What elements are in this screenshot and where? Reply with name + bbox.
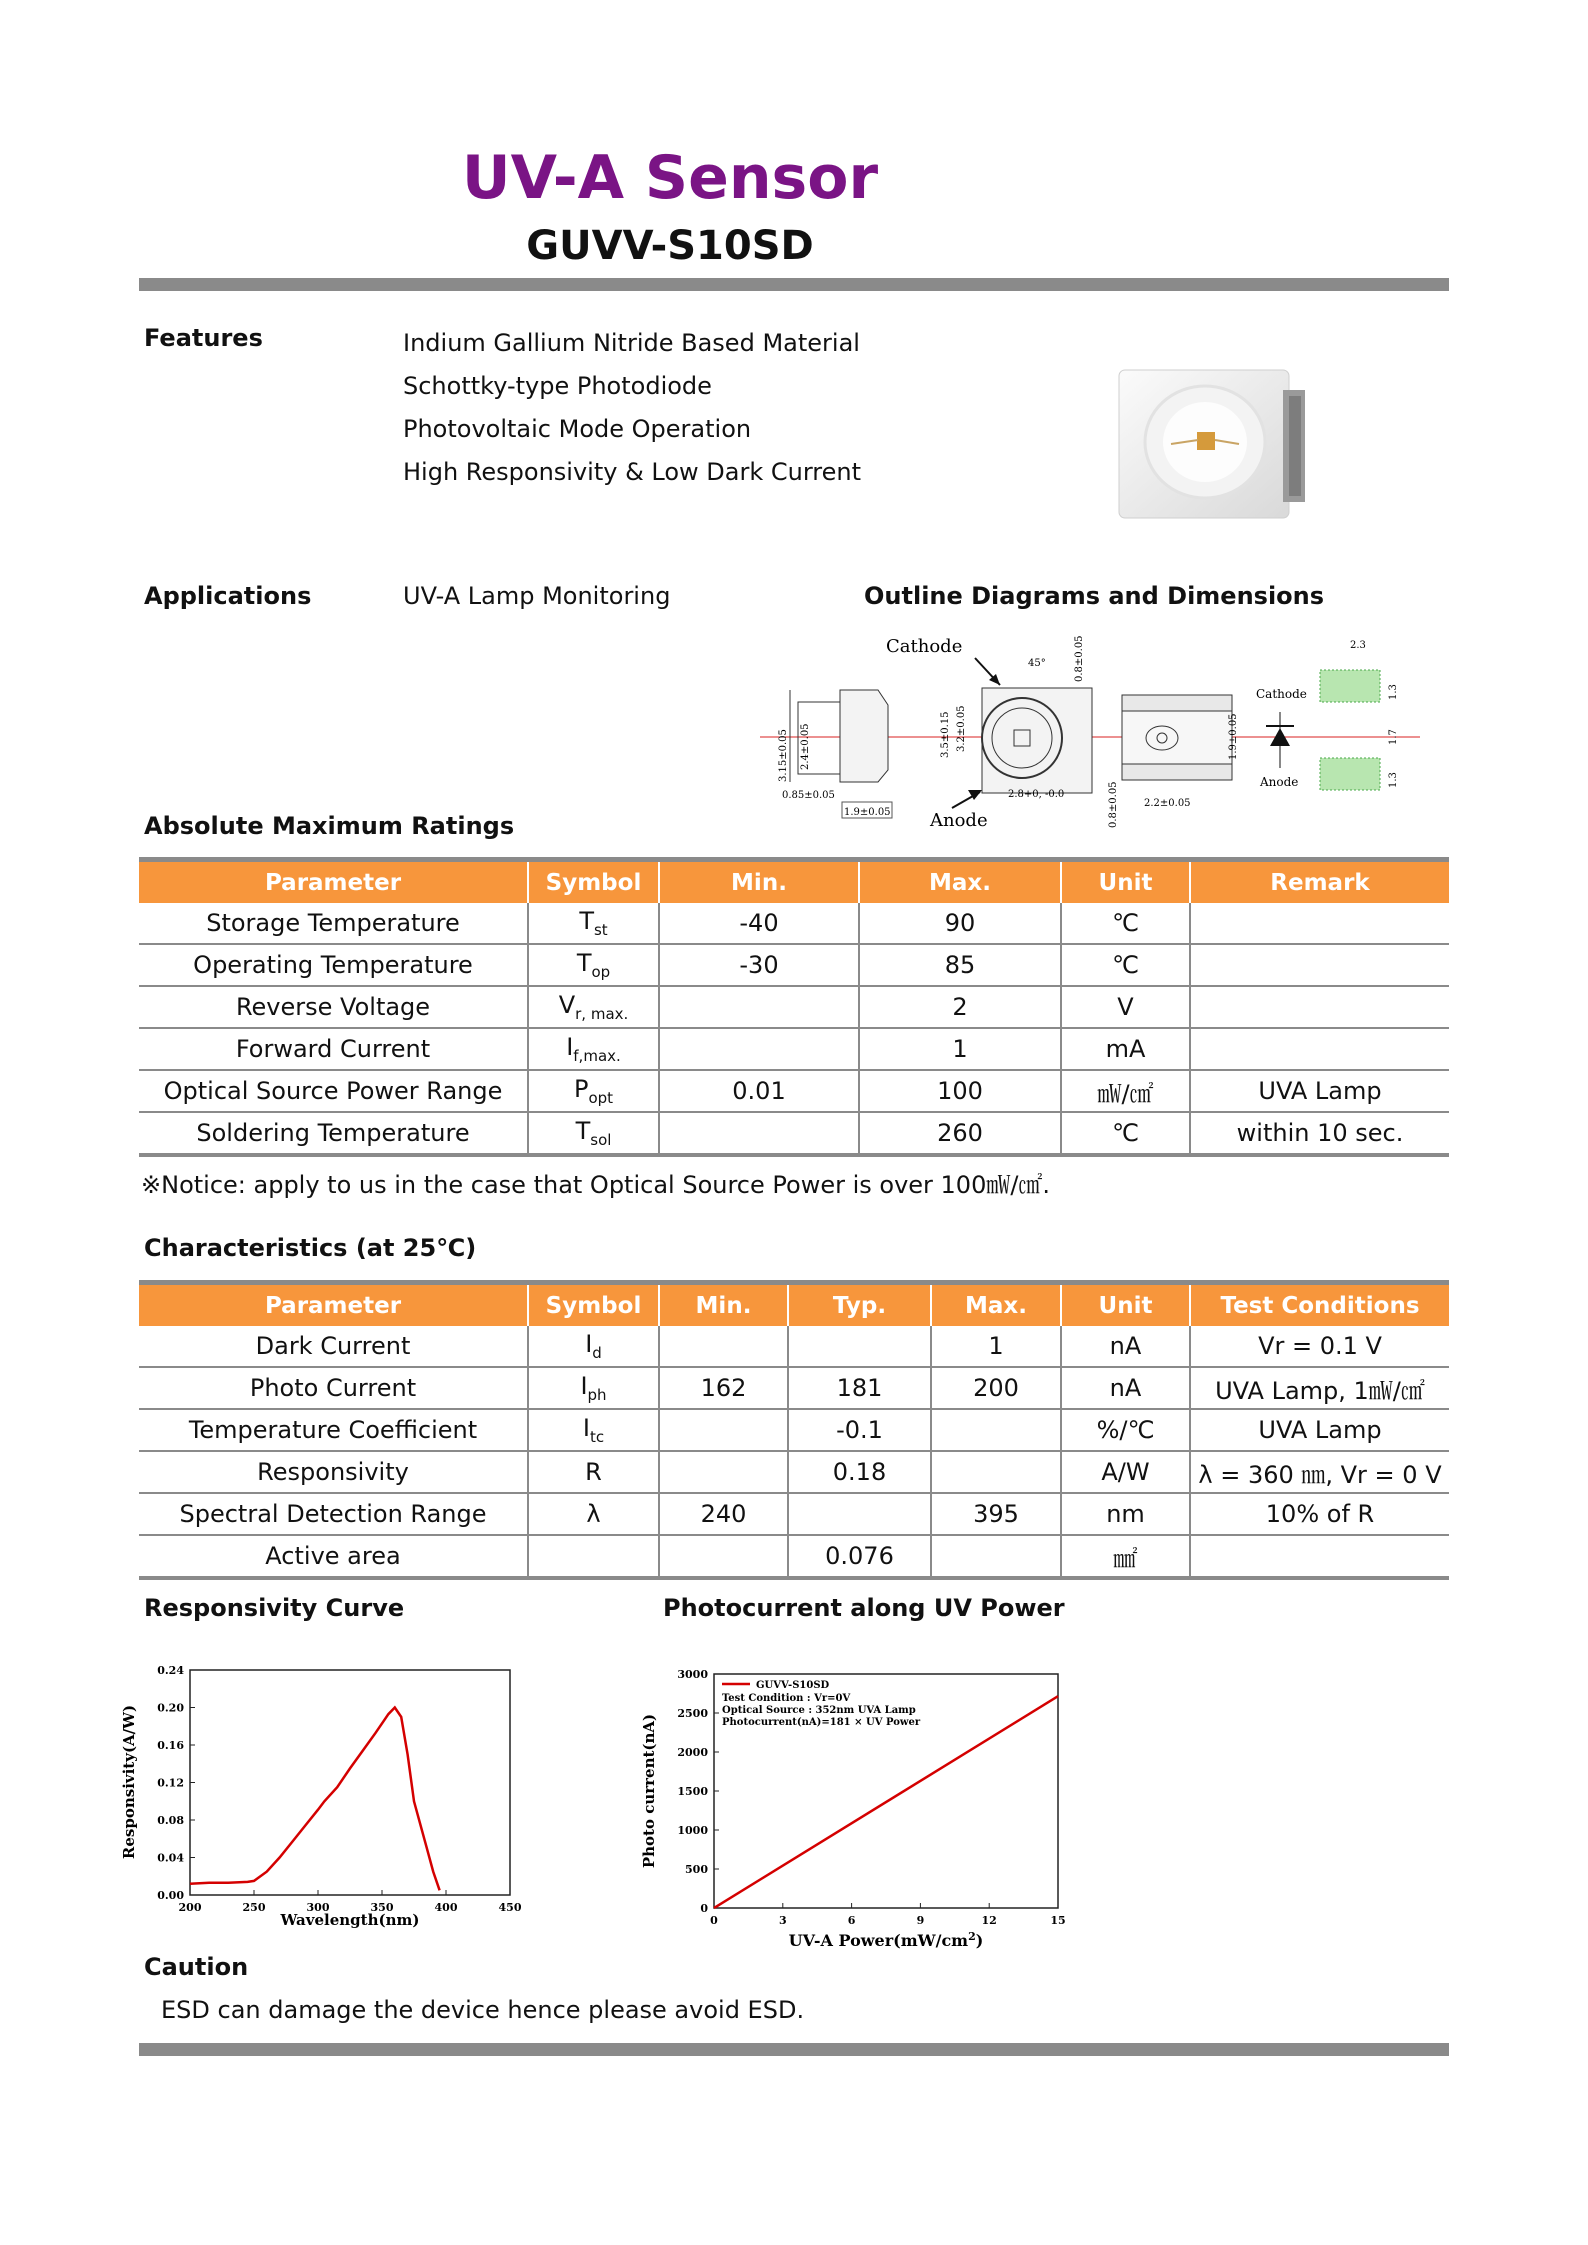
unit-cell: nm (1061, 1493, 1190, 1535)
series-line (190, 1708, 440, 1891)
parameter-cell: Forward Current (139, 1028, 528, 1070)
x-tick-label: 400 (434, 1901, 458, 1914)
x-axis-label: UV-A $Power(mW/cm^2)$ (788, 1930, 984, 1950)
y-tick-label: 500 (685, 1863, 708, 1876)
dim-label: 2.8+0, -0.0 (1008, 789, 1065, 800)
parameter-cell: Active area (139, 1535, 528, 1578)
unit-cell: ℃ (1061, 903, 1190, 944)
condition-cell: 10% of R (1190, 1493, 1449, 1535)
parameter-cell: Responsivity (139, 1451, 528, 1493)
y-tick-label: 3000 (677, 1668, 708, 1681)
unit-cell: nA (1061, 1326, 1190, 1367)
symbol-cell: λ (528, 1493, 659, 1535)
max-cell: 200 (931, 1367, 1061, 1409)
min-cell: -30 (659, 944, 859, 986)
photocurrent-curve-title: Photocurrent along UV Power (663, 1594, 1065, 1622)
notice-text: ※Notice: apply to us in the case that Optical Source Power is over 100㎽/㎠. (141, 1171, 1051, 1199)
symbol-cell: $V_{r, max.}$ (528, 986, 659, 1028)
x-tick-label: 350 (370, 1901, 394, 1914)
small-cathode-label: Cathode (1256, 687, 1307, 701)
typ-cell: 0.18 (788, 1451, 931, 1493)
abs-max-title: Absolute Maximum Ratings (144, 812, 515, 840)
applications-label: Applications (144, 582, 312, 610)
table-row (139, 1112, 1449, 1155)
table-row (139, 1028, 1449, 1070)
x-tick-label: 6 (847, 1914, 856, 1927)
parameter-cell: Spectral Detection Range (139, 1493, 528, 1535)
legend-note: Optical Source : 352nm UVA Lamp (722, 1705, 916, 1716)
symbol-cell: $I_d$ (528, 1326, 659, 1367)
max-cell: 395 (931, 1493, 1061, 1535)
col-header: Test Conditions (1190, 1283, 1449, 1327)
min-cell (659, 1326, 788, 1367)
symbol-cell: $I_{f,max.}$ (528, 1028, 659, 1070)
model-number: GUVV-S10SD (526, 223, 814, 269)
parameter-cell: Photo Current (139, 1367, 528, 1409)
table-row (139, 1326, 1449, 1367)
col-header: Min. (659, 860, 859, 904)
parameter-cell: Storage Temperature (139, 903, 528, 944)
remark-cell (1190, 1028, 1449, 1070)
min-cell (659, 1535, 788, 1578)
x-axis-label: Wavelength(nm) (280, 1911, 420, 1929)
min-cell (659, 1028, 859, 1070)
parameter-cell: Temperature Coefficient (139, 1409, 528, 1451)
dim-label: 3.2±0.05 (956, 705, 967, 752)
unit-cell: V (1061, 986, 1190, 1028)
characteristics-title: Characteristics (at 25℃) (144, 1234, 477, 1262)
col-header: Parameter (139, 860, 528, 904)
table-row (139, 944, 1449, 986)
caution-text: ESD can damage the device hence please avoid ESD. (161, 1996, 805, 2024)
y-tick-label: 0.20 (157, 1701, 184, 1715)
legend-series: GUVV-S10SD (756, 1680, 830, 1691)
applications-value: UV-A Lamp Monitoring (403, 582, 671, 610)
unit-cell: nA (1061, 1367, 1190, 1409)
x-tick-label: 9 (916, 1914, 925, 1927)
abs-max-table (139, 857, 1449, 1157)
feature-item: High Responsivity & Low Dark Current (403, 458, 862, 486)
table-row (139, 1451, 1449, 1493)
y-tick-label: 0 (700, 1902, 708, 1915)
max-cell: 90 (859, 903, 1061, 944)
page-title: UV-A Sensor (461, 143, 879, 213)
min-cell (659, 1112, 859, 1155)
condition-cell (1190, 1535, 1449, 1578)
remark-cell: within 10 sec. (1190, 1112, 1449, 1155)
table-row (139, 1493, 1449, 1535)
min-cell: -40 (659, 903, 859, 944)
symbol-cell: $P_{opt}$ (528, 1070, 659, 1112)
col-header: Typ. (788, 1283, 931, 1327)
outline-diagram (760, 630, 1420, 830)
parameter-cell: Operating Temperature (139, 944, 528, 986)
table-row (139, 1535, 1449, 1578)
unit-cell: ℃ (1061, 944, 1190, 986)
y-tick-label: 0.24 (157, 1664, 184, 1677)
typ-cell (788, 1326, 931, 1367)
dim-label: 1.9±0.05 (844, 807, 891, 818)
col-header: Max. (931, 1283, 1061, 1327)
responsivity-chart (100, 1640, 580, 1940)
col-header: Parameter (139, 1283, 528, 1327)
condition-cell: Vr = 0.1 V (1190, 1326, 1449, 1367)
x-tick-label: 300 (306, 1901, 330, 1914)
unit-cell: ℃ (1061, 1112, 1190, 1155)
y-tick-label: 0.16 (157, 1739, 184, 1752)
max-cell (931, 1451, 1061, 1493)
y-tick-label: 2500 (677, 1707, 708, 1720)
remark-cell (1190, 986, 1449, 1028)
max-cell: 2 (859, 986, 1061, 1028)
dim-label: 2.2±0.05 (1144, 798, 1191, 809)
max-cell (931, 1409, 1061, 1451)
col-header: Max. (859, 860, 1061, 904)
dim-label: 2.4±0.05 (800, 723, 811, 770)
col-header: Symbol (528, 860, 659, 904)
features-label: Features (144, 324, 263, 352)
symbol-cell: $I_{tc}$ (528, 1409, 659, 1451)
x-tick-label: 15 (1050, 1914, 1066, 1927)
parameter-cell: Reverse Voltage (139, 986, 528, 1028)
symbol-cell: R (528, 1451, 659, 1493)
unit-cell: A/W (1061, 1451, 1190, 1493)
table-row (139, 1070, 1449, 1112)
col-header: Min. (659, 1283, 788, 1327)
remark-cell: UVA Lamp (1190, 1070, 1449, 1112)
col-header: Unit (1061, 860, 1190, 904)
remark-cell (1190, 944, 1449, 986)
min-cell: 0.01 (659, 1070, 859, 1112)
y-tick-label: 0.08 (157, 1814, 184, 1827)
max-cell: 100 (859, 1070, 1061, 1112)
feature-item: Indium Gallium Nitride Based Material (403, 329, 860, 357)
y-axis-label: Responsivity(A/W) (120, 1704, 138, 1860)
y-axis-label: Photo current(nA) (640, 1713, 658, 1869)
dim-label: 2.3 (1350, 640, 1366, 651)
anode-label: Anode (930, 810, 988, 830)
header-divider (139, 278, 1449, 291)
unit-cell: mA (1061, 1028, 1190, 1070)
y-tick-label: 2000 (677, 1746, 708, 1759)
y-tick-label: 0.04 (157, 1851, 184, 1865)
dim-label: 1.7 (1388, 729, 1399, 745)
remark-cell (1190, 903, 1449, 944)
x-tick-label: 3 (778, 1914, 787, 1927)
dim-label: 1.9±0.05 (1228, 713, 1239, 760)
legend-note: Test Condition : Vr=0V (722, 1693, 851, 1704)
unit-cell: %/℃ (1061, 1409, 1190, 1451)
table-row (139, 1409, 1449, 1451)
y-tick-label: 0.12 (157, 1776, 184, 1790)
unit-cell: ㎟ (1061, 1535, 1190, 1578)
x-tick-label: 200 (178, 1901, 202, 1914)
characteristics-table (139, 1280, 1449, 1580)
x-tick-label: 0 (710, 1914, 718, 1927)
condition-cell: UVA Lamp, 1㎽/㎠ (1190, 1367, 1449, 1409)
col-header: Remark (1190, 860, 1449, 904)
plot-frame (190, 1670, 510, 1895)
table-row (139, 986, 1449, 1028)
dim-label: 45° (1028, 658, 1046, 669)
max-cell (931, 1535, 1061, 1578)
dim-label: 3.15±0.05 (778, 729, 789, 782)
min-cell (659, 986, 859, 1028)
symbol-cell: $T_{sol}$ (528, 1112, 659, 1155)
parameter-cell: Soldering Temperature (139, 1112, 528, 1155)
typ-cell: -0.1 (788, 1409, 931, 1451)
typ-cell: 0.076 (788, 1535, 931, 1578)
x-tick-label: 250 (242, 1901, 266, 1914)
unit-cell: ㎽/㎠ (1061, 1070, 1190, 1112)
parameter-cell: Optical Source Power Range (139, 1070, 528, 1112)
feature-item: Schottky-type Photodiode (403, 372, 712, 400)
symbol-cell: $T_{op}$ (528, 944, 659, 986)
product-photo (1105, 362, 1315, 522)
dim-label: 3.5±0.15 (940, 711, 951, 758)
y-tick-label: 0.00 (157, 1889, 184, 1902)
min-cell: 162 (659, 1367, 788, 1409)
max-cell: 1 (859, 1028, 1061, 1070)
y-tick-label: 1000 (677, 1824, 708, 1837)
col-header: Unit (1061, 1283, 1190, 1327)
symbol-cell: $T_{st}$ (528, 903, 659, 944)
feature-item: Photovoltaic Mode Operation (403, 415, 752, 443)
cathode-label: Cathode (886, 636, 963, 657)
responsivity-curve-title: Responsivity Curve (144, 1594, 405, 1622)
col-header: Symbol (528, 1283, 659, 1327)
typ-cell (788, 1493, 931, 1535)
legend-note: Photocurrent(nA)=181 × UV Power (722, 1717, 921, 1728)
table-row (139, 1367, 1449, 1409)
min-cell (659, 1409, 788, 1451)
dim-label: 0.8±0.05 (1074, 635, 1085, 682)
table-row (139, 903, 1449, 944)
y-tick-label: 1500 (677, 1785, 708, 1798)
condition-cell: λ = 360 ㎚, Vr = 0 V (1190, 1451, 1449, 1493)
small-anode-label: Anode (1260, 775, 1299, 789)
parameter-cell: Dark Current (139, 1326, 528, 1367)
x-tick-label: 450 (498, 1901, 522, 1914)
dim-label: 0.8±0.05 (1108, 781, 1119, 828)
caution-title: Caution (144, 1953, 249, 1981)
dim-label: 1.3 (1388, 684, 1399, 700)
outline-title: Outline Diagrams and Dimensions (864, 582, 1325, 610)
symbol-cell: $I_{ph}$ (528, 1367, 659, 1409)
max-cell: 1 (931, 1326, 1061, 1367)
max-cell: 260 (859, 1112, 1061, 1155)
max-cell: 85 (859, 944, 1061, 986)
condition-cell: UVA Lamp (1190, 1409, 1449, 1451)
x-tick-label: 12 (981, 1914, 997, 1927)
features-list (403, 322, 861, 494)
dim-label: 1.3 (1388, 772, 1399, 788)
min-cell: 240 (659, 1493, 788, 1535)
symbol-cell (528, 1535, 659, 1578)
min-cell (659, 1451, 788, 1493)
typ-cell: 181 (788, 1367, 931, 1409)
dim-label: 0.85±0.05 (782, 790, 835, 801)
footer-divider (139, 2043, 1449, 2056)
photocurrent-chart (630, 1660, 1080, 1960)
